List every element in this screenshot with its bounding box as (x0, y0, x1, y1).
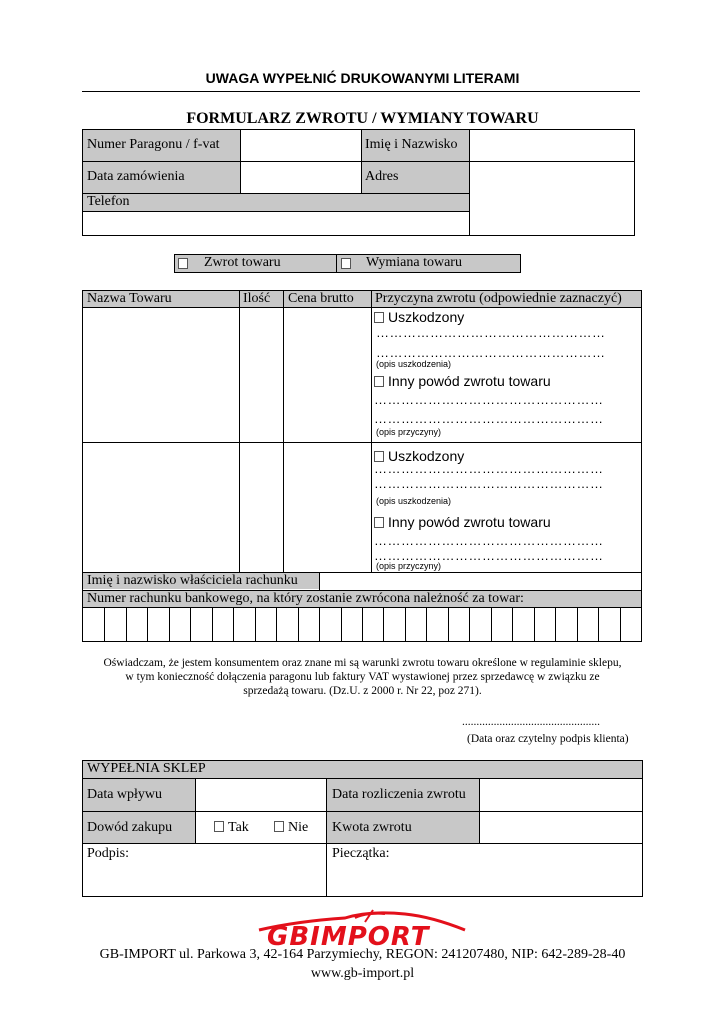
digit-box-divider (555, 608, 556, 641)
digit-box-divider (512, 608, 513, 641)
yes-label: Tak (228, 820, 249, 835)
digit-box-divider (405, 608, 406, 641)
damaged-label: Uszkodzony (388, 448, 465, 464)
other-reason-label: Inny powód zwrotu towaru (388, 514, 551, 530)
digit-box-divider (190, 608, 191, 641)
proof-no-option[interactable] (274, 820, 308, 836)
address-field[interactable] (470, 162, 634, 235)
digit-box-divider (147, 608, 148, 641)
row1-damage-dots-2: …………………………………………… (376, 345, 606, 360)
col-qty-header: Ilość (243, 291, 271, 306)
row2-damage-dots-1: …………………………………………… (374, 461, 604, 476)
order-date-label: Data zamówienia (87, 169, 185, 184)
digit-box-divider (169, 608, 170, 641)
notice-underline (82, 91, 640, 92)
digit-box-divider (126, 608, 127, 641)
fill-notice: UWAGA WYPEŁNIĆ DRUKOWANYMI LITERAMI (205, 70, 520, 86)
order-date-field[interactable] (241, 162, 362, 193)
form-title: FORMULARZ ZWROTU / WYMIANY TOWARU (186, 110, 539, 127)
owner-label: Imię i nazwisko właściciela rachunku (87, 573, 298, 588)
digit-box-divider (298, 608, 299, 641)
account-digits[interactable] (83, 608, 641, 641)
row1-reason-dots-1: …………………………………………… (374, 392, 604, 407)
digit-box-divider (276, 608, 277, 641)
no-label: Nie (288, 820, 309, 835)
checkbox-icon (274, 821, 284, 832)
footer-address: GB-IMPORT ul. Parkowa 3, 42-164 Parzymiechy, REGON: 241207480, NIP: 642-289-28-40 (99, 947, 626, 962)
row1-damaged-option[interactable] (374, 309, 464, 325)
signature-label: (Data oraz czytelny podpis klienta) (467, 733, 629, 745)
digit-box-divider (383, 608, 384, 641)
row1-damage-note: (opis uszkodzenia) (376, 359, 452, 369)
digit-box-divider (233, 608, 234, 641)
settlement-date-field[interactable] (480, 779, 642, 811)
stamp-label: Pieczątka: (332, 846, 390, 861)
amount-field[interactable] (480, 812, 642, 843)
digit-box-divider (598, 608, 599, 641)
account-label: Numer rachunku bankowego, na który zostanie zwrócona należność za towar: (87, 591, 524, 606)
return-checkbox[interactable] (178, 257, 192, 273)
shop-header: WYPEŁNIA SKLEP (87, 761, 206, 776)
row1-damage-dots-1: …………………………………………… (376, 325, 606, 340)
digit-box-divider (620, 608, 621, 641)
row2-reason-dots-2: …………………………………………… (374, 548, 604, 563)
digit-box-divider (577, 608, 578, 641)
digit-box-divider (319, 608, 320, 641)
settlement-date-label: Data rozliczenia zwrotu (332, 787, 466, 802)
digit-box-divider (534, 608, 535, 641)
proof-label: Dowód zakupu (87, 820, 173, 835)
amount-label: Kwota zwrotu (332, 820, 412, 835)
row1-reason-note: (opis przyczyny) (376, 427, 442, 437)
checkbox-icon (374, 312, 384, 323)
logo-text: GBIMPORT (267, 922, 430, 952)
shop-signature-label: Podpis: (87, 846, 130, 861)
checkbox-icon (374, 517, 384, 528)
name-label: Imię i Nazwisko (365, 137, 458, 152)
checkbox-icon (178, 258, 188, 269)
phone-field[interactable] (83, 212, 469, 235)
phone-label: Telefon (87, 194, 130, 209)
row2-other-option[interactable] (374, 514, 551, 530)
checkbox-icon (214, 821, 224, 832)
digit-box-divider (469, 608, 470, 641)
digit-box-divider (212, 608, 213, 641)
receipt-label: Numer Paragonu / f-vat (87, 137, 220, 152)
company-logo (255, 908, 470, 952)
row2-reason-dots-1: …………………………………………… (374, 533, 604, 548)
statement-line-3: sprzedażą towaru. (Dz.U. z 2000 r. Nr 22, poz 271). (243, 685, 482, 697)
arrival-date-field[interactable] (196, 779, 326, 811)
digit-box-divider (104, 608, 105, 641)
address-label: Adres (365, 169, 399, 184)
row1-reason-dots-2: …………………………………………… (374, 411, 604, 426)
statement-line-2: w tym konieczność dołączenia paragonu lub faktury VAT wystawionej przez sprzedawcę w związku ze (125, 671, 600, 683)
damaged-label: Uszkodzony (388, 309, 465, 325)
owner-field[interactable] (320, 573, 641, 589)
digit-box-divider (491, 608, 492, 641)
proof-yes-option[interactable] (214, 820, 249, 836)
digit-box-divider (255, 608, 256, 641)
footer-website[interactable]: www.gb-import.pl (310, 966, 415, 981)
other-reason-label: Inny powód zwrotu towaru (388, 373, 551, 389)
exchange-label: Wymiana towaru (366, 255, 462, 270)
col-price-header: Cena brutto (288, 291, 354, 306)
arrival-date-label: Data wpływu (87, 787, 163, 802)
digit-box-divider (426, 608, 427, 641)
row1-other-option[interactable] (374, 373, 551, 389)
row2-damage-note: (opis uszkodzenia) (376, 496, 452, 506)
row2-damage-dots-2: …………………………………………… (374, 476, 604, 491)
return-label: Zwrot towaru (204, 255, 281, 270)
checkbox-icon (374, 376, 384, 387)
receipt-number-field[interactable] (241, 130, 362, 161)
digit-box-divider (448, 608, 449, 641)
checkbox-icon (341, 258, 351, 269)
exchange-checkbox[interactable] (341, 257, 355, 273)
col-name-header: Nazwa Towaru (87, 291, 172, 306)
statement-line-1: Oświadczam, że jestem konsumentem oraz znane mi są warunki zwrotu towaru określone w regulaminie sklepu, (103, 657, 622, 669)
col-reason-header: Przyczyna zwrotu (odpowiednie zaznaczyć) (375, 291, 622, 306)
row2-reason-note: (opis przyczyny) (376, 561, 442, 571)
signature-dots[interactable]: ................................................ (462, 716, 600, 728)
name-field[interactable] (470, 130, 634, 161)
digit-box-divider (362, 608, 363, 641)
phone-label-cell (83, 194, 469, 211)
digit-box-divider (341, 608, 342, 641)
